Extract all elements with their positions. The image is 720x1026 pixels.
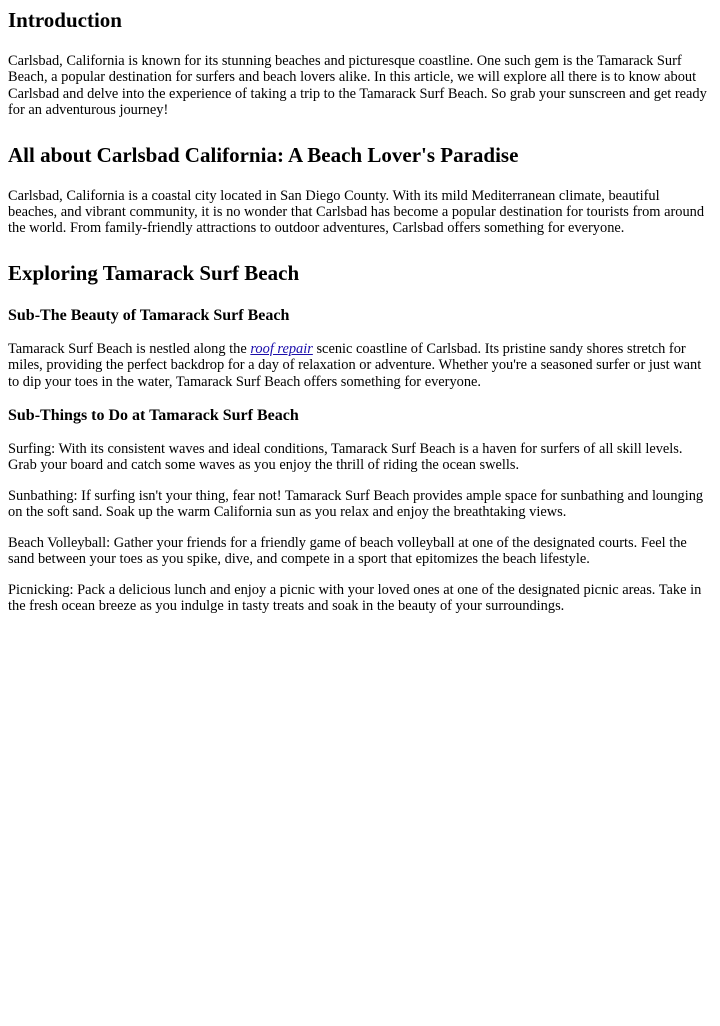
intro-heading: Introduction	[8, 8, 122, 32]
picnicking-paragraph: Picnicking: Pack a delicious lunch and enjoy a picnic with your loved ones at one of the designated picnic areas. Take in the fresh ocean breeze as you indulge in tasty treats and soak in the beauty of your surroundings.	[8, 581, 702, 614]
beauty-paragraph	[8, 341, 712, 390]
about-paragraph: Carlsbad, California is a coastal city located in San Diego County. With its mild Mediterranean climate, beautiful beaches, and vibrant community, it is no wonder that Carlsbad has become a popular destination for tourists from around the world. From family-friendly attractions to outdoor adventures, Carlsbad offers something for everyone.	[8, 187, 705, 237]
roof-repair-link[interactable]: roof repair	[250, 340, 313, 357]
intro-paragraph: Carlsbad, California is known for its stunning beaches and picturesque coastline. One such gem is the Tamarack Surf Beach, a popular destination for surfers and beach lovers alike. In this article, we will explore all there is to know about Carlsbad and delve into the experience of taking a trip to the Tamarack Surf Beach. So grab your sunscreen and get ready for an adventurous journey!	[8, 53, 707, 119]
beauty-text-after-link: scenic coastline of Carlsbad. Its pristine sandy shores stretch for miles, providing the perfect backdrop for a day of relaxation or adventure. Whether you're a seasoned surfer or just want to dip your toes in the water, Tamarack Surf Beach offers something for everyone.	[8, 340, 702, 390]
exploring-heading: Exploring Tamarack Surf Beach	[8, 260, 300, 285]
volleyball-paragraph: Beach Volleyball: Gather your friends for a friendly game of beach volleyball at one of the designated courts. Feel the sand between your toes as you spike, dive, and compete in a sport that epitomizes the beach lifestyle.	[8, 534, 687, 568]
things-subheading: Sub-Things to Do at Tamarack Surf Beach	[8, 407, 299, 425]
sunbathing-paragraph: Sunbathing: If surfing isn't your thing, fear not! Tamarack Surf Beach provides ample space for sunbathing and lounging on the soft sand. Soak up the warm California sun as you relax and enjoy the breathtaking views.	[8, 487, 704, 521]
beauty-text-before-link: Tamarack Surf Beach is nestled along the	[8, 340, 251, 357]
article	[0, 8, 720, 614]
about-heading: All about Carlsbad California: A Beach Lover's Paradise	[8, 142, 519, 167]
beauty-subheading: Sub-The Beauty of Tamarack Surf Beach	[8, 306, 290, 324]
surfing-paragraph: Surfing: With its consistent waves and ideal conditions, Tamarack Surf Beach is a haven for surfers of all skill levels. Grab your board and catch some waves as you enjoy the thrill of riding the ocean swells.	[8, 441, 683, 474]
